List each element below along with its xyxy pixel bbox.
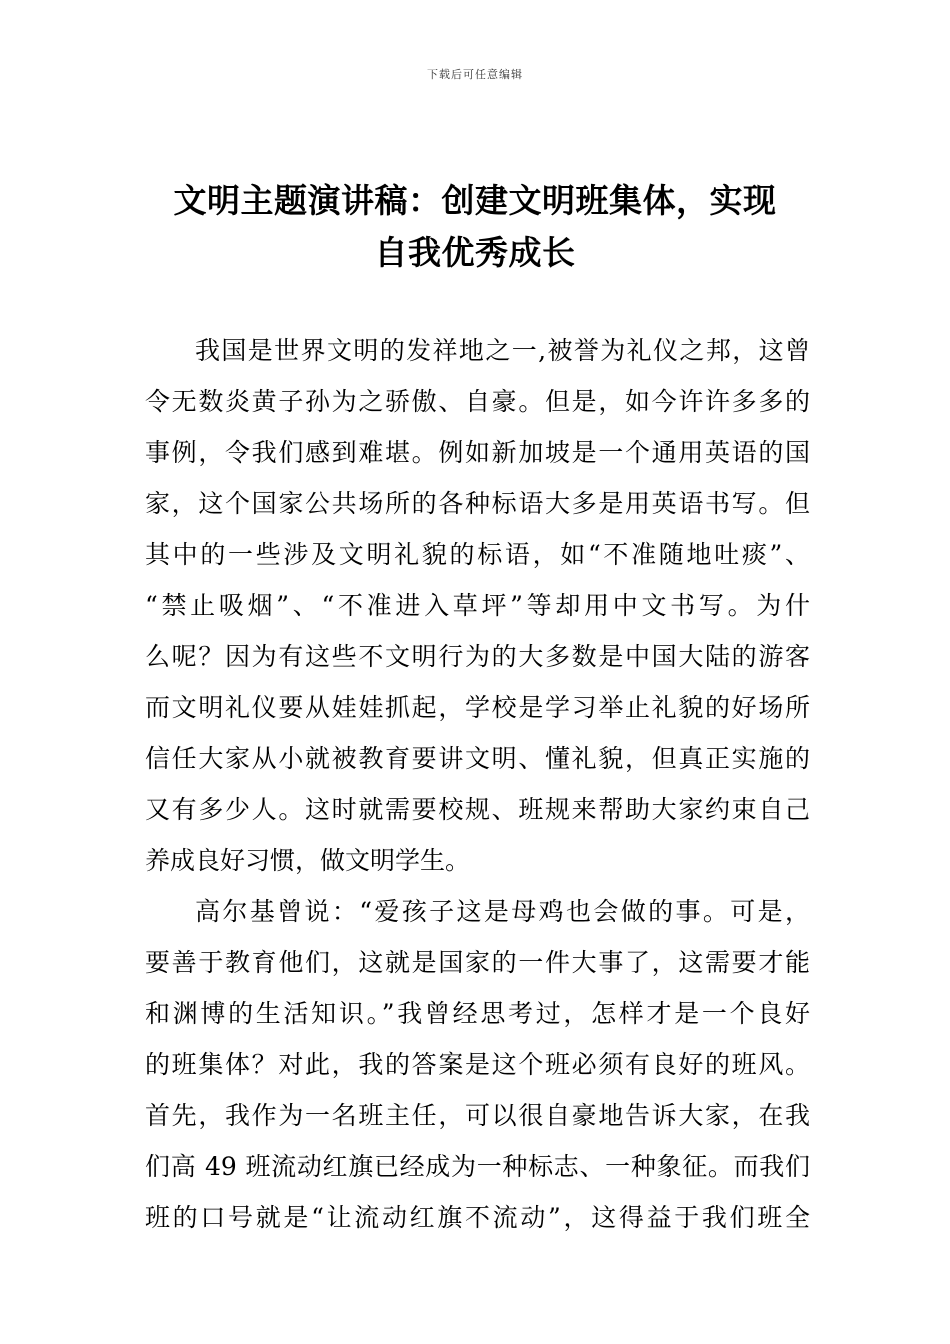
text-line: “禁止吸烟”、“不准进入草坪”等却用中文书写。为什: [145, 591, 810, 620]
title-line: 自我优秀成长: [374, 233, 576, 272]
text-line: 而文明礼仪要从娃娃抓起，学校是学习举止礼貌的好场所: [145, 693, 810, 722]
text-line: 养成良好习惯，做文明学生。: [145, 846, 471, 875]
text-line: 班的口号就是“让流动红旗不流动”，这得益于我们班全: [145, 1203, 810, 1232]
text-line: 令无数炎黄子孙为之骄傲、自豪。但是，如今许许多多的: [145, 387, 810, 416]
text-line: 事例，令我们感到难堪。例如新加坡是一个通用英语的国: [145, 438, 810, 467]
document-body: [145, 325, 810, 1243]
paragraph: [145, 325, 810, 886]
text-line: 和渊博的生活知识。”我曾经思考过，怎样才是一个良好: [145, 999, 810, 1028]
text-line: 的班集体？对此，我的答案是这个班必须有良好的班风。: [145, 1050, 810, 1079]
text-line: 么呢？因为有这些不文明行为的大多数是中国大陆的游客: [145, 642, 810, 671]
text-line: 高尔基曾说：“爱孩子这是母鸡也会做的事。可是，: [195, 897, 810, 926]
text-line: 信任大家从小就被教育要讲文明、懂礼貌，但真正实施的: [145, 744, 810, 773]
text-line: 们高 49 班流动红旗已经成为一种标志、一种象征。而我们: [145, 1152, 810, 1181]
paragraph: [145, 886, 810, 1243]
text-line: 又有多少人。这时就需要校规、班规来帮助大家约束自己: [145, 795, 810, 824]
text-line: 其中的一些涉及文明礼貌的标语，如“不准随地吐痰”、: [145, 540, 810, 569]
text-line: 家，这个国家公共场所的各种标语大多是用英语书写。但: [145, 489, 810, 518]
document-title: [140, 175, 810, 279]
title-line: 文明主题演讲稿：创建文明班集体，实现: [173, 181, 777, 220]
text-line: 要善于教育他们，这就是国家的一件大事了，这需要才能: [145, 948, 810, 977]
header-note: 下载后可任意编辑: [427, 68, 523, 81]
text-line: 首先，我作为一名班主任，可以很自豪地告诉大家，在我: [145, 1101, 810, 1130]
text-line: 我国是世界文明的发祥地之一,被誉为礼仪之邦，这曾: [195, 336, 810, 365]
